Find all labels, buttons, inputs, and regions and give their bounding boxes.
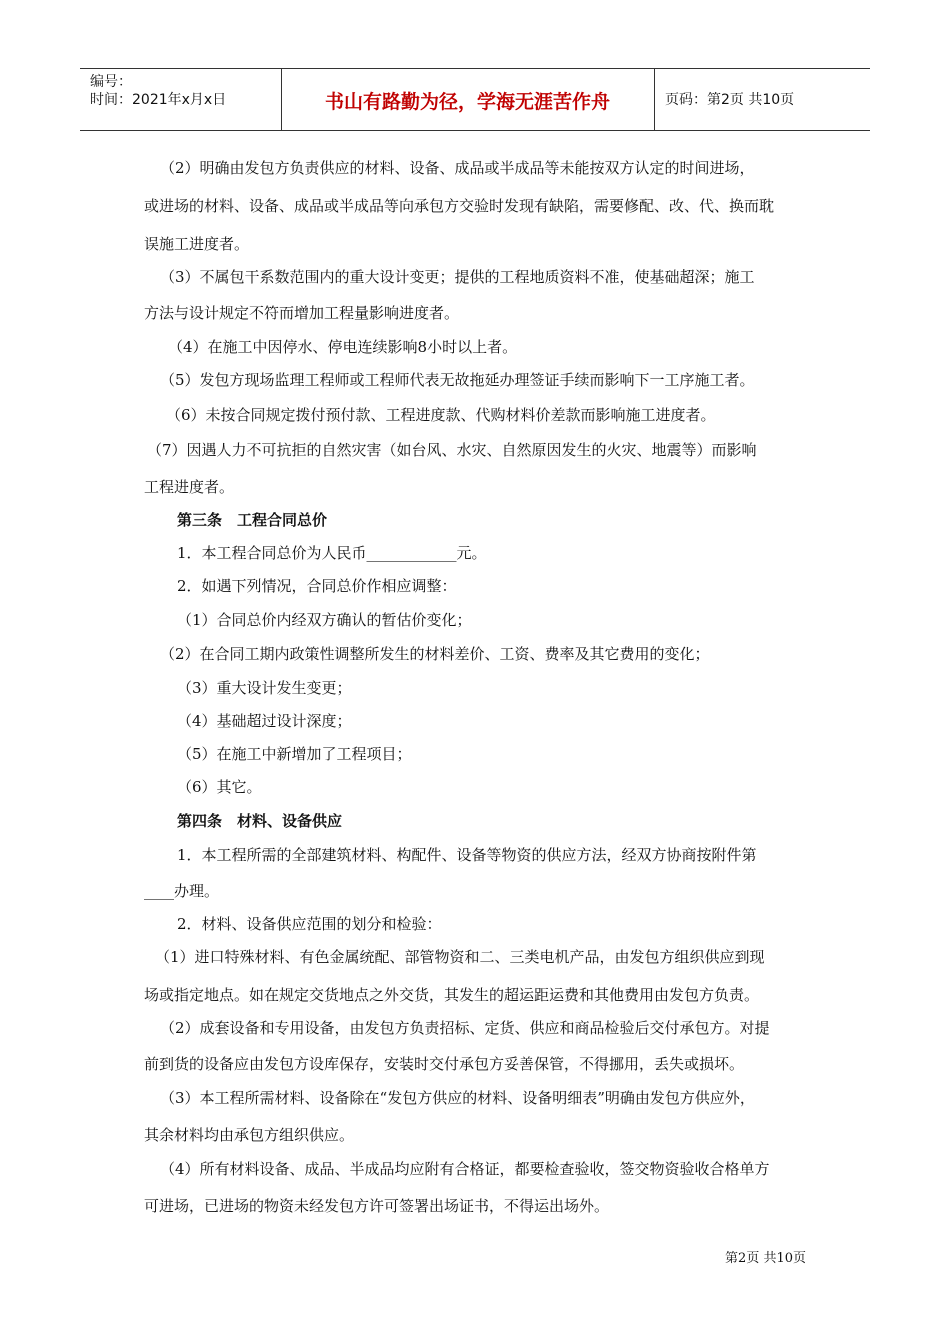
page-header xyxy=(80,68,870,131)
body-line: 工程进度者。 xyxy=(144,478,235,496)
body-line: （6）其它。 xyxy=(177,778,262,796)
body-line: （2）在合同工期内政策性调整所发生的材料差价、工资、费率及其它费用的变化； xyxy=(160,645,710,663)
section-heading: 第四条 材料、设备供应 xyxy=(177,812,343,830)
body-line: （2）明确由发包方负责供应的材料、设备、成品或半成品等未能按双方认定的时间进场， xyxy=(160,159,755,177)
header-middle-cell xyxy=(281,69,655,130)
date-line: 时间：2021年x月x日 xyxy=(90,92,227,108)
body-line: （3）不属包干系数范围内的重大设计变更；提供的工程地质资料不准，使基础超深；施工 xyxy=(160,268,755,286)
body-line: （7）因遇人力不可抗拒的自然灾害（如台风、水灾、自然原因发生的火灾、地震等）而影响 xyxy=(147,441,757,459)
body-line: （1）进口特殊材料、有色金属统配、部管物资和二、三类电机产品，由发包方组织供应到现 xyxy=(155,948,765,966)
section-heading: 第三条 工程合同总价 xyxy=(177,511,328,529)
body-line: 方法与设计规定不符而增加工程量影响进度者。 xyxy=(144,304,460,322)
body-line: （4）在施工中因停水、停电连续影响8小时以上者。 xyxy=(168,338,518,356)
body-line: （1）合同总价内经双方确认的暂估价变化； xyxy=(177,611,472,629)
page-footer: 第2页 共10页 xyxy=(725,1251,806,1266)
body-line: （4）所有材料设备、成品、半成品均应附有合格证，都要检查验收，签交物资验收合格单方 xyxy=(160,1160,770,1178)
header-motto: 书山有路勤为径，学海无涯苦作舟 xyxy=(324,91,610,113)
body-line: （3）重大设计发生变更； xyxy=(177,679,352,697)
body-line: （4）基础超过设计深度； xyxy=(177,712,352,730)
body-line: 2．材料、设备供应范围的划分和检验： xyxy=(177,915,442,933)
header-left-cell xyxy=(80,69,282,130)
body-line: 前到货的设备应由发包方设库保存，安装时交付承包方妥善保管，不得挪用，丢失或损坏。 xyxy=(144,1055,745,1073)
serial-label: 编号： xyxy=(90,74,132,90)
body-line: 或进场的材料、设备、成品或半成品等向承包方交验时发现有缺陷，需要修配、改、代、换而耽 xyxy=(144,197,775,215)
body-line: 误施工进度者。 xyxy=(144,235,250,253)
body-line: （5）发包方现场监理工程师或工程师代表无故拖延办理签证手续而影响下一工序施工者。 xyxy=(160,371,755,389)
body-line: 场或指定地点。如在规定交货地点之外交货，其发生的超运距运费和其他费用由发包方负责。 xyxy=(144,986,760,1004)
body-line: （6）未按合同规定拨付预付款、工程进度款、代购材料价差款而影响施工进度者。 xyxy=(166,406,716,424)
body-line: 可进场，已进场的物资未经发包方许可签署出场证书，不得运出场外。 xyxy=(144,1197,610,1215)
header-page-code: 页码：第2页 共10页 xyxy=(665,92,795,108)
body-line: 2．如遇下列情况，合同总价作相应调整： xyxy=(177,577,457,595)
body-line: （3）本工程所需材料、设备除在“发包方供应的材料、设备明细表”明确由发包方供应外， xyxy=(160,1089,755,1107)
body-line: 其余材料均由承包方组织供应。 xyxy=(144,1126,355,1144)
body-line: （5）在施工中新增加了工程项目； xyxy=(177,745,412,763)
body-line: 1．本工程合同总价为人民币____________元。 xyxy=(177,544,487,562)
body-line: ____办理。 xyxy=(144,882,220,900)
body-line: 1．本工程所需的全部建筑材料、构配件、设备等物资的供应方法，经双方协商按附件第 xyxy=(177,846,757,864)
body-line: （2）成套设备和专用设备，由发包方负责招标、定货、供应和商品检验后交付承包方。对提 xyxy=(160,1019,770,1037)
header-right-cell xyxy=(655,69,870,130)
